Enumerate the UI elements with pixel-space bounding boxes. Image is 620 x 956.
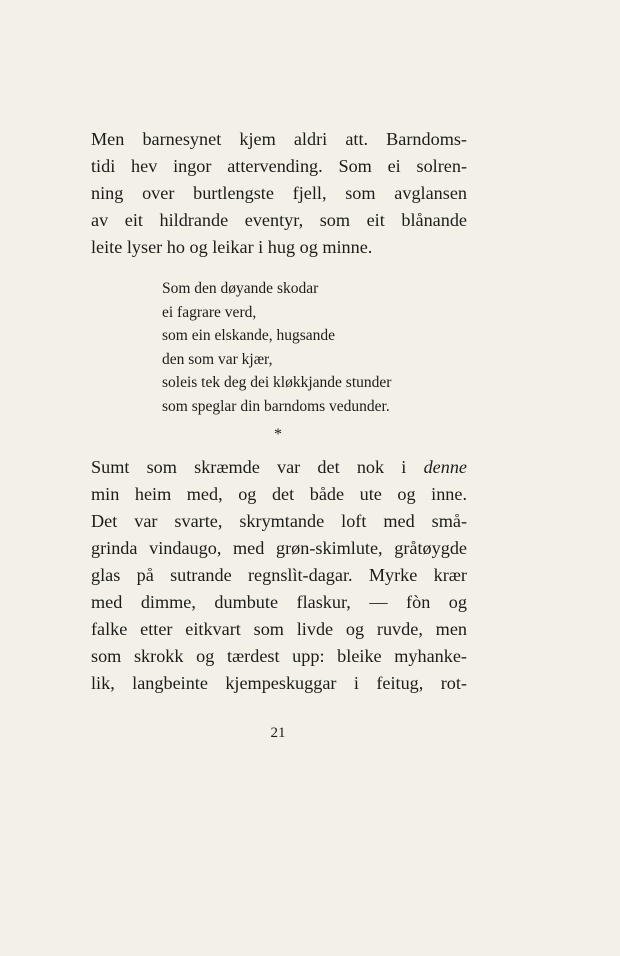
- text-segment: Sumt som skræmde var det nok i: [91, 457, 424, 477]
- section-separator: *: [274, 426, 282, 443]
- poem-stanza: [162, 277, 391, 419]
- poem-line: soleis tek deg dei kløkkjande stunder: [162, 374, 392, 392]
- paragraph-2: [91, 454, 467, 697]
- text-line: Men barnesynet kjem aldri att. Barndoms-: [91, 129, 467, 149]
- poem-line: ei fagrare verd,: [162, 303, 257, 321]
- poem-line: som ein elskande, hugsande: [162, 327, 336, 345]
- paragraph-1: [91, 126, 467, 261]
- poem-line: som speglar din barndoms vedunder.: [162, 397, 390, 415]
- text-line: grinda vindaugo, med grøn-skimlute, gråtøygde: [91, 538, 467, 558]
- text-line: [91, 454, 467, 481]
- poem-line: den som var kjær,: [162, 350, 273, 368]
- text-line: ning over burtlengste fjell, som avglansen: [91, 183, 467, 203]
- text-line: som skrokk og tærdest upp: bleike myhanke-: [91, 646, 467, 666]
- text-line: med dimme, dumbute flaskur, — fòn og: [91, 592, 467, 612]
- text-line: min heim med, og det både ute og inne.: [91, 484, 467, 504]
- poem-line: Som den døyande skodar: [162, 280, 319, 297]
- text-line: falke etter eitkvart som livde og ruvde, men: [91, 619, 467, 639]
- text-line: Det var svarte, skrymtande loft med små-: [91, 511, 467, 531]
- text-line: lik, langbeinte kjempeskuggar i feitug, rot-: [91, 673, 467, 693]
- emphasized-word: denne: [423, 457, 467, 477]
- text-line: leite lyser ho og leikar i hug og minne.: [91, 237, 373, 257]
- page-number: 21: [270, 725, 286, 741]
- text-line: av eit hildrande eventyr, som eit blånande: [91, 210, 467, 230]
- text-line: tidi hev ingor attervending. Som ei solren-: [91, 156, 467, 176]
- text-line: glas på sutrande regnslìt-dagar. Myrke krær: [91, 565, 467, 585]
